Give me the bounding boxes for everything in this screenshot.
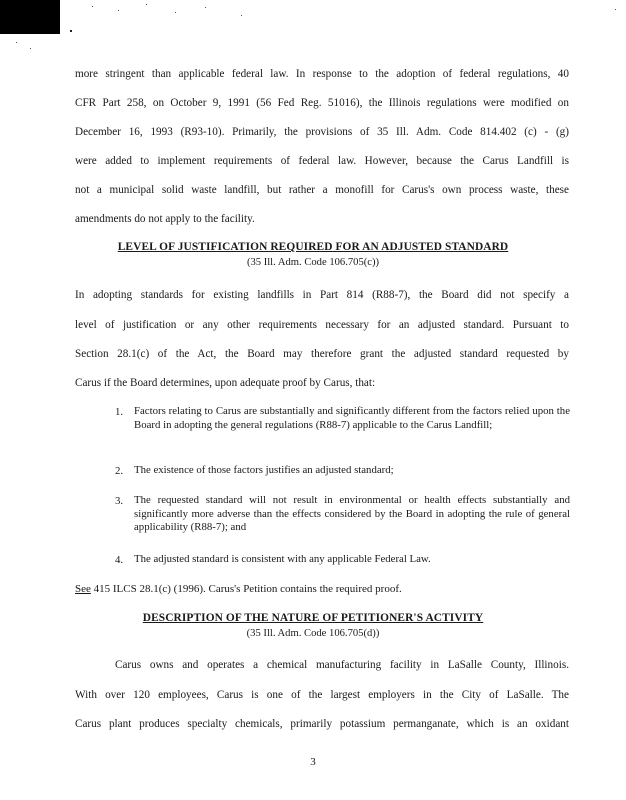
scan-speck: [70, 30, 72, 32]
list-item-number: 1.: [115, 406, 124, 418]
list-item-number: 4.: [115, 554, 124, 566]
scan-artifact-corner: [0, 0, 60, 34]
list-item-text: Factors relating to Carus are substantially and significantly different from the factors relied upon the Board in adopting the general regulations (R88-7) applicable to the Carus Landfill;: [134, 405, 570, 431]
text-line: level of justification or any other requirements necessary for an adjusted standard. Pursuant to: [75, 319, 569, 331]
list-item-number: 3.: [115, 495, 124, 507]
section-citation-justification: (35 Ill. Adm. Code 106.705(c)): [246, 257, 380, 268]
list-item-text: The requested standard will not result in environmental or health effects substantially and significantly more adverse than the effects considered by the Board in adopting the rule of general applicability (R88-7); and: [134, 494, 570, 533]
page-number: 3: [310, 756, 316, 768]
text-line: amendments do not apply to the facility.: [75, 213, 255, 225]
scan-speck: [92, 6, 93, 7]
text-line: CFR Part 258, on October 9, 1991 (56 Fed Reg. 51016), the Illinois regulations were modified on: [75, 97, 569, 109]
section-citation-activity: (35 Ill. Adm. Code 106.705(d)): [246, 628, 380, 639]
text-line: Carus owns and operates a chemical manufacturing facility in LaSalle County, Illinois.: [115, 659, 569, 671]
text-line: Section 28.1(c) of the Act, the Board may therefore grant the adjusted standard requested by: [75, 348, 569, 360]
text-line: were added to implement requirements of federal law. However, because the Carus Landfill is: [75, 155, 569, 167]
scan-speck: [30, 48, 31, 49]
scan-speck: [615, 9, 616, 10]
statute-citation-line: [75, 582, 569, 596]
scan-speck: [118, 10, 119, 11]
scan-speck: [241, 15, 242, 16]
section-heading-justification: LEVEL OF JUSTIFICATION REQUIRED FOR AN ADJUSTED STANDARD: [117, 241, 509, 253]
scan-speck: [16, 42, 17, 43]
list-item-text: The adjusted standard is consistent with any applicable Federal Law.: [134, 553, 431, 565]
text-line: more stringent than applicable federal law. In response to the adoption of federal regulations, 40: [75, 68, 569, 80]
text-line: December 16, 1993 (R93-10). Primarily, the provisions of 35 Ill. Adm. Code 814.402 (c) - (g): [75, 126, 569, 138]
text-line: With over 120 employees, Carus is one of the largest employers in the City of LaSalle. The: [75, 689, 569, 701]
text-line: Carus plant produces specialty chemicals, primarily potassium permanganate, which is an oxidant: [75, 718, 569, 730]
see-signal: See: [75, 583, 91, 595]
text-line: Carus if the Board determines, upon adequate proof by Carus, that:: [75, 377, 376, 389]
scan-speck: [146, 4, 147, 5]
section-heading-activity: DESCRIPTION OF THE NATURE OF PETITIONER'S ACTIVITY: [142, 612, 484, 624]
text-line: In adopting standards for existing landfills in Part 814 (R88-7), the Board did not specify a: [75, 289, 569, 301]
list-item-text: The existence of those factors justifies an adjusted standard;: [134, 464, 394, 476]
scan-speck: [175, 12, 176, 13]
scan-speck: [205, 7, 206, 8]
text-line: not a municipal solid waste landfill, but rather a monofill for Carus's own process waste, these: [75, 184, 569, 196]
citation-text: 415 ILCS 28.1(c) (1996). Carus's Petition contains the required proof.: [90, 583, 402, 595]
list-item-number: 2.: [115, 465, 124, 477]
